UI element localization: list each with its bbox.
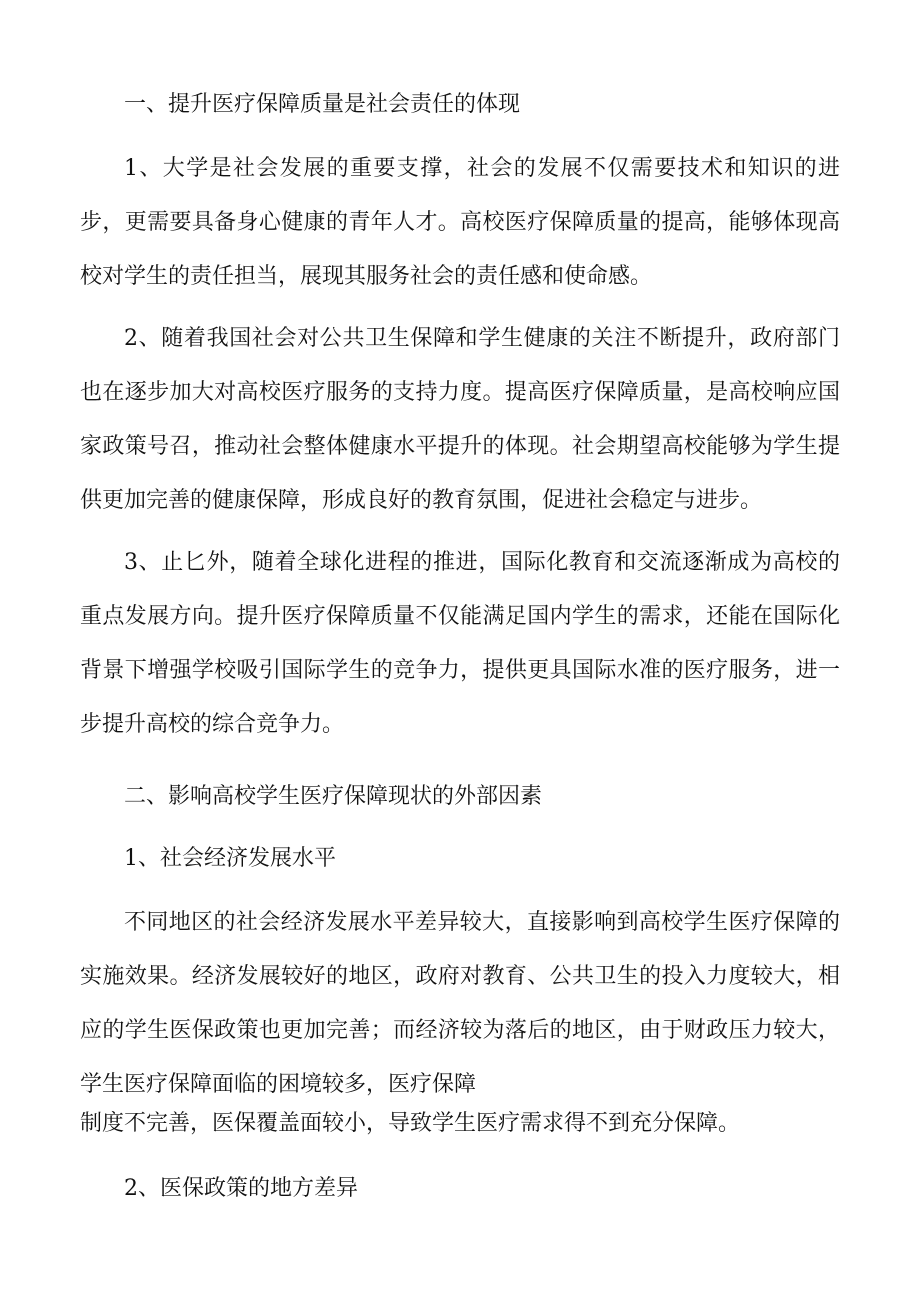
section-1-paragraph-2: 2、随着我国社会对公共卫生保障和学生健康的关注不断提升，政府部门也在逐步加大对高校医疗服务的支持力度。提高医疗保障质量，是高校响应国家政策号召，推动社会整体健康水平提升的体现。社会期望高校能够为学生提供更加完善的健康保障，形成良好的教育氛围，促进社会稳定与进步。 <box>80 326 840 513</box>
section-1-paragraph-1: 1、大学是社会发展的重要支撑，社会的发展不仅需要技术和知识的进步，更需要具备身心健康的青年人才。高校医疗保障质量的提高，能够体现高校对学生的责任担当，展现其服务社会的责任感和使命感。 <box>80 156 840 289</box>
section-2-subheading-1: 1、社会经济发展水平 <box>124 846 336 871</box>
section-2-paragraph-1b: 制度不完善，医保覆盖面较小，导致学生医疗需求得不到充分保障。 <box>80 1111 741 1136</box>
section-1-heading: 一、提升医疗保障质量是社会责任的体现 <box>124 92 521 117</box>
section-2-subheading-2: 2、医保政策的地方差异 <box>124 1176 358 1201</box>
section-2-heading: 二、影响高校学生医疗保障现状的外部因素 <box>124 784 543 809</box>
section-2-paragraph-1a: 不同地区的社会经济发展水平差异较大，直接影响到高校学生医疗保障的实施效果。经济发展较好的地区，政府对教育、公共卫生的投入力度较大，相应的学生医保政策也更加完善；而经济较为落后的地区，由于财政压力较大，学生医疗保障面临的困境较多，医疗保障 <box>80 910 840 1097</box>
section-1-paragraph-3: 3、止匕外，随着全球化进程的推进，国际化教育和交流逐渐成为高校的重点发展方向。提升医疗保障质量不仅能满足国内学生的需求，还能在国际化背景下增强学校吸引国际学生的竞争力，提供更具国际水准的医疗服务，进一步提升高校的综合竞争力。 <box>80 550 840 737</box>
